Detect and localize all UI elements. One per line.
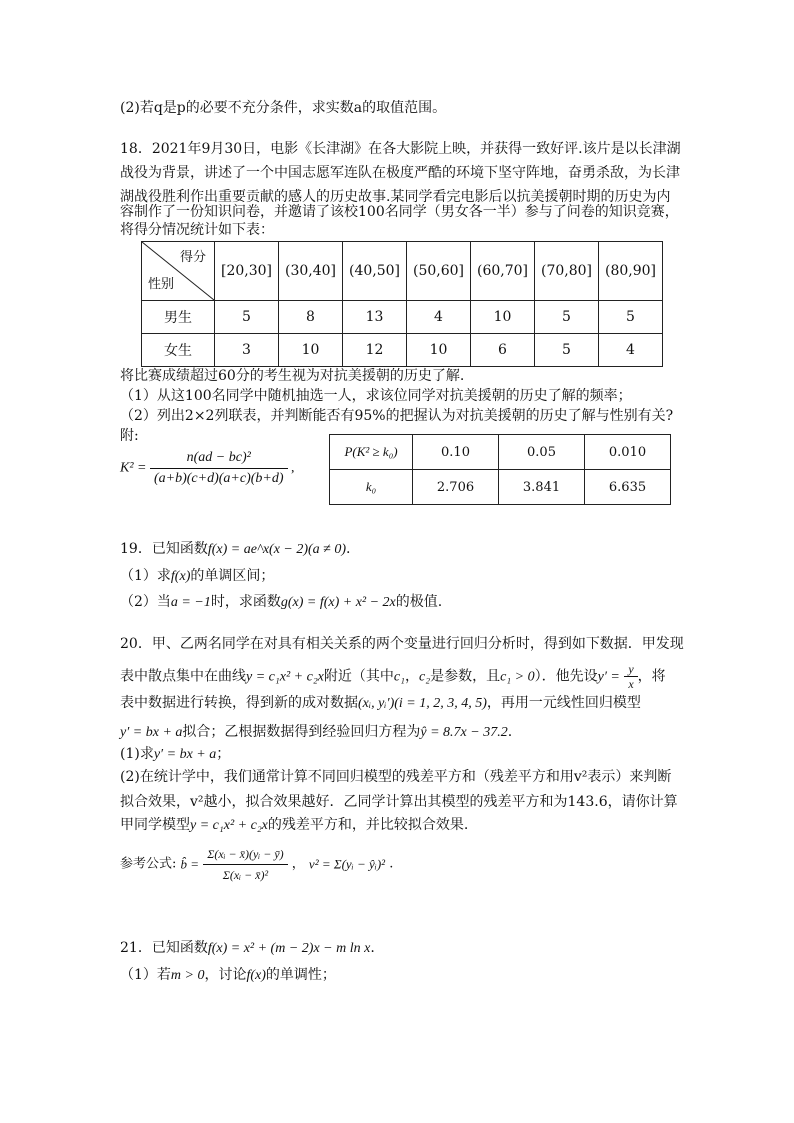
table-cell: 3 [215,334,279,367]
formula-lhs: K² = [120,460,147,476]
reference-formulas [120,844,393,885]
crit-row-k0 [330,470,671,505]
crit-row-probability [330,435,671,470]
row-label: 男生 [142,301,215,334]
crit-cell: 2.706 [413,470,499,505]
formula-numerator: n(ad − bc)² [150,448,288,469]
q20-formula: y′ = bx + a [120,725,183,740]
crit-row-label: P(K² ≥ k₀) [330,435,413,470]
q21-part1-prefix: （1）若 [120,967,171,983]
q18-line-3: 湖战役胜利作出重要贡献的感人的历史故事.某同学看完电影后以抗美援朝时期的历史为内 [120,189,671,205]
q20-text: 附近（其中 [323,668,394,685]
q19-part1-suffix: 的单调区间； [190,568,275,584]
q20-part2-line-1: (2)在统计学中，我们通常计算不同回归模型的残差平方和（残差平方和用v²表示）来判断 [120,769,672,785]
ref-denominator: Σ(xᵢ − x̄)² [222,868,269,882]
interval-header: (60,70] [471,242,535,301]
q20-text: 是参数，且 [430,668,501,685]
ref-end: . [389,856,394,872]
interval-header: [20,30] [215,242,279,301]
ref-fraction [203,844,287,885]
ref-separator: ， [291,856,305,872]
q20-part2-line-2: 拟合效果，v²越小，拟合效果越好．乙同学计算出其模型的残差平方和为143.6，请你计算 [120,794,678,810]
formula-denominator: (a+b)(c+d)(a+c)(b+d) [153,471,284,486]
ref-b-hat: b̂ = [180,856,200,872]
table-cell: 5 [535,301,599,334]
q21-part1 [120,965,336,986]
q19-part1-prefix: （1）求 [120,568,171,584]
q20-text: 甲同学模型 [120,817,190,833]
q20-text: 表中数据进行转换，得到新的成对数据 [120,695,358,711]
crit-cell: 0.05 [499,435,585,470]
q21-stem-formula: f(x) = x² + (m − 2)x − m ln x [207,941,371,956]
table-cell: 5 [215,301,279,334]
table-cell: 5 [535,334,599,367]
q21-stem-prefix: 21．已知函数 [120,940,208,956]
interval-header: (50,60] [407,242,471,301]
q20-fraction [624,662,637,691]
q21-part1-mid: ，讨论 [204,967,247,983]
interval-header: (80,90] [599,242,663,301]
q20-formula: y = c₁x² + c₂x [190,818,268,833]
q20-text: 拟合；乙根据数据得到经验回归方程为 [182,724,421,740]
ref-label: 参考公式: [120,856,177,872]
q18-line-5: 将得分情况统计如下表： [120,222,274,238]
appendix-label: 附: [120,428,139,444]
q18-note: 将比赛成绩超过60分的考生视为对抗美援朝的历史了解. [120,368,465,384]
q21-part1-formula-f: f(x) [246,968,266,983]
q20-formula: y′ = [597,669,620,685]
table-cell: 4 [407,301,471,334]
q20-part1-formula: y′ = bx + a [153,747,217,762]
q19-stem-prefix: 19．已知函数 [120,541,208,557]
corner-label-score: 得分 [179,250,206,265]
table-corner-cell [142,242,215,301]
q19-part1-formula: f(x) [170,569,191,584]
q19-part2 [120,592,442,613]
interval-header: (40,50] [343,242,407,301]
ref-v-squared: v² = Σ(yᵢ − ŷᵢ)² [308,856,386,872]
table-cell: 6 [471,334,535,367]
table-row-female [142,334,663,367]
q18-line-1: 18．2021年9月30日，电影《长津湖》在各大影院上映，并获得一致好评.该片是以长津湖 [120,141,681,157]
q19-part1 [120,566,274,587]
q21-part1-suffix: 的单调性； [265,967,336,983]
corner-label-gender: 性别 [148,277,175,292]
q20-part2-line-3 [120,815,468,836]
q18-part2: （2）列出2×2列联表，并判断能否有95%的把握认为对抗美援朝的历史了解与性别有关? [120,408,674,424]
q20-formula: (xᵢ, yᵢ′)(i = 1, 2, 3, 4, 5) [358,696,487,711]
table-cell: 5 [599,301,663,334]
score-table-header [142,242,663,301]
q20-part1 [120,744,230,765]
q20-part1-prefix: (1)求 [120,746,154,762]
q19-part2-prefix: （2）当 [120,594,171,610]
q20-text: ）．他先设 [534,668,598,685]
crit-cell: 0.010 [585,435,671,470]
table-cell: 4 [599,334,663,367]
formula-fraction [150,448,288,489]
q18-line-2: 战役为背景，讲述了一个中国志愿军连队在极度严酷的环境下坚守阵地，奋勇杀敌，为长津 [120,165,680,181]
table-row-male [142,301,663,334]
q19-stem-suffix: . [346,541,351,557]
q20-part1-suffix: ； [216,746,231,762]
crit-cell: 0.10 [413,435,499,470]
formula-comma: , [291,460,295,476]
q19-part2-formula-a: a = −1 [170,595,211,610]
q20-formula: c₂ [419,669,431,685]
chi-square-formula [120,448,295,489]
table-cell: 10 [279,334,343,367]
crit-cell: 6.635 [585,470,671,505]
q20-text: 表中散点集中在曲线 [120,668,246,685]
q18-line-4: 容制作了一份知识问卷，并邀请了该校100名同学（男女各一半）参与了问卷的知识竞赛， [120,204,679,220]
q21-stem-suffix: . [370,940,375,956]
q19-stem [120,539,350,560]
q19-part2-suffix: 的极值. [395,594,443,610]
q20-line-3 [120,693,641,714]
score-table [141,241,663,367]
row-label: 女生 [142,334,215,367]
q20-formula: c₁ [393,669,405,685]
q20-frac-num: y [624,662,637,677]
q20-frac-den: x [628,677,634,691]
q20-line-2 [120,662,666,691]
q20-text: ， [405,668,419,685]
interval-header: (30,40] [279,242,343,301]
q19-part2-mid: 时，求函数 [210,594,281,610]
crit-row-label: k₀ [330,470,413,505]
q20-line-1: 20．甲、乙两名同学在对具有相关关系的两个变量进行回归分析时，得到如下数据．甲发现 [120,636,684,652]
q17-part2: (2)若q是p的必要不充分条件，求实数a的取值范围。 [120,100,447,116]
table-cell: 12 [343,334,407,367]
q20-text: . [507,724,513,740]
ref-numerator: Σ(xᵢ − x̄)(yᵢ − ȳ) [203,844,287,865]
q21-part1-formula-m: m > 0 [170,968,205,983]
q20-text: 的残差平方和，并比较拟合效果. [267,817,469,833]
table-cell: 10 [471,301,535,334]
q20-formula: y = c₁x² + c₂x [246,669,324,685]
q20-text: ，将 [637,668,666,685]
table-cell: 8 [279,301,343,334]
table-cell: 13 [343,301,407,334]
critical-value-table [329,434,671,505]
q20-formula: ŷ = 8.7x − 37.2 [420,725,508,740]
q20-line-4 [120,722,512,743]
interval-header: (70,80] [535,242,599,301]
table-cell: 10 [407,334,471,367]
q19-part2-formula-g: g(x) = f(x) + x² − 2x [280,595,396,610]
crit-cell: 3.841 [499,470,585,505]
q20-text: ，再用一元线性回归模型 [486,695,641,711]
q20-formula: c₁ > 0 [500,669,535,685]
q19-stem-formula: f(x) = ae^x(x − 2)(a ≠ 0) [207,542,347,557]
q21-stem [120,938,375,959]
q18-part1: （1）从这100名同学中随机抽选一人，求该位同学对抗美援朝的历史了解的频率； [120,388,632,404]
